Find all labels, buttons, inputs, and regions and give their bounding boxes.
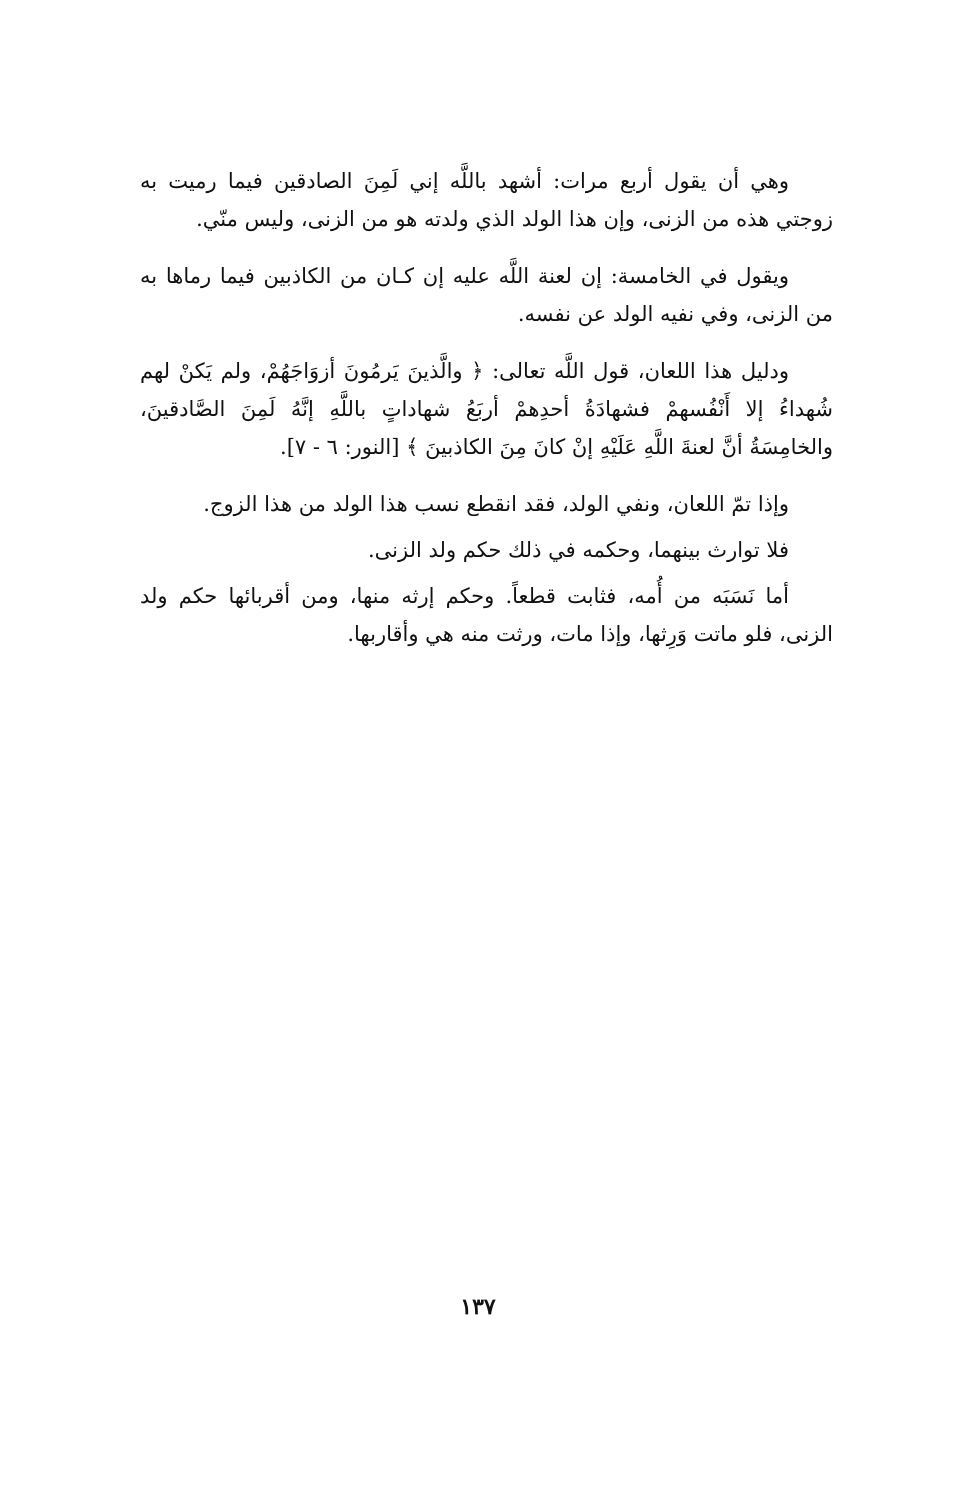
paragraph-quran-evidence: ودليل هذا اللعان، قول اللَّه تعالى: ﴿ والَّذينَ يَرمُونَ أزوَاجَهُمْ، ولم يَكنْ لهم شُهداءُ إلا أَنْفُسهمْ فشهادَةُ أحدِهمْ أربَعُ شهاداتٍ باللَّهِ إنَّهُ لَمِنَ الصَّادقينَ، والخامِسَةُ أنَّ لعنةَ اللَّهِ عَلَيْهِ إنْ كانَ مِنَ الكاذبينَ ﴾ [النور: ٦ - ٧]. xyxy=(140,359,833,459)
paragraph-lineage-severed: وإذا تمّ اللعان، ونفي الولد، فقد انقطع نسب هذا الولد من هذا الزوج. xyxy=(203,492,789,516)
paragraph-maternal-lineage: أما نَسَبَه من أُمه، فثابت قطعاً. وحكم إرثه منها، ومن أقربائها حكم ولد الزنى، فلو ماتت وَرِثها، وإذا مات، ورثت منه هي وأقاربها. xyxy=(140,584,833,646)
paragraph-oath: وهي أن يقول أربع مرات: أشهد باللَّه إني لَمِنَ الصادقين فيما رميت به زوجتي هذه من الزنى، وإن هذا الولد الذي ولدته هو من الزنى، وليس منّي. xyxy=(140,169,833,231)
page-number: ١٣٧ xyxy=(460,1294,496,1320)
body-text xyxy=(140,162,833,672)
paragraph-fifth-oath: ويقول في الخامسة: إن لعنة اللَّه عليه إن كـان من الكاذبين فيما رماها به من الزنى، وفي نفيه الولد عن نفسه. xyxy=(140,264,833,326)
paragraph-no-inheritance: فلا توارث بينهما، وحكمه في ذلك حكم ولد الزنى. xyxy=(368,538,789,562)
